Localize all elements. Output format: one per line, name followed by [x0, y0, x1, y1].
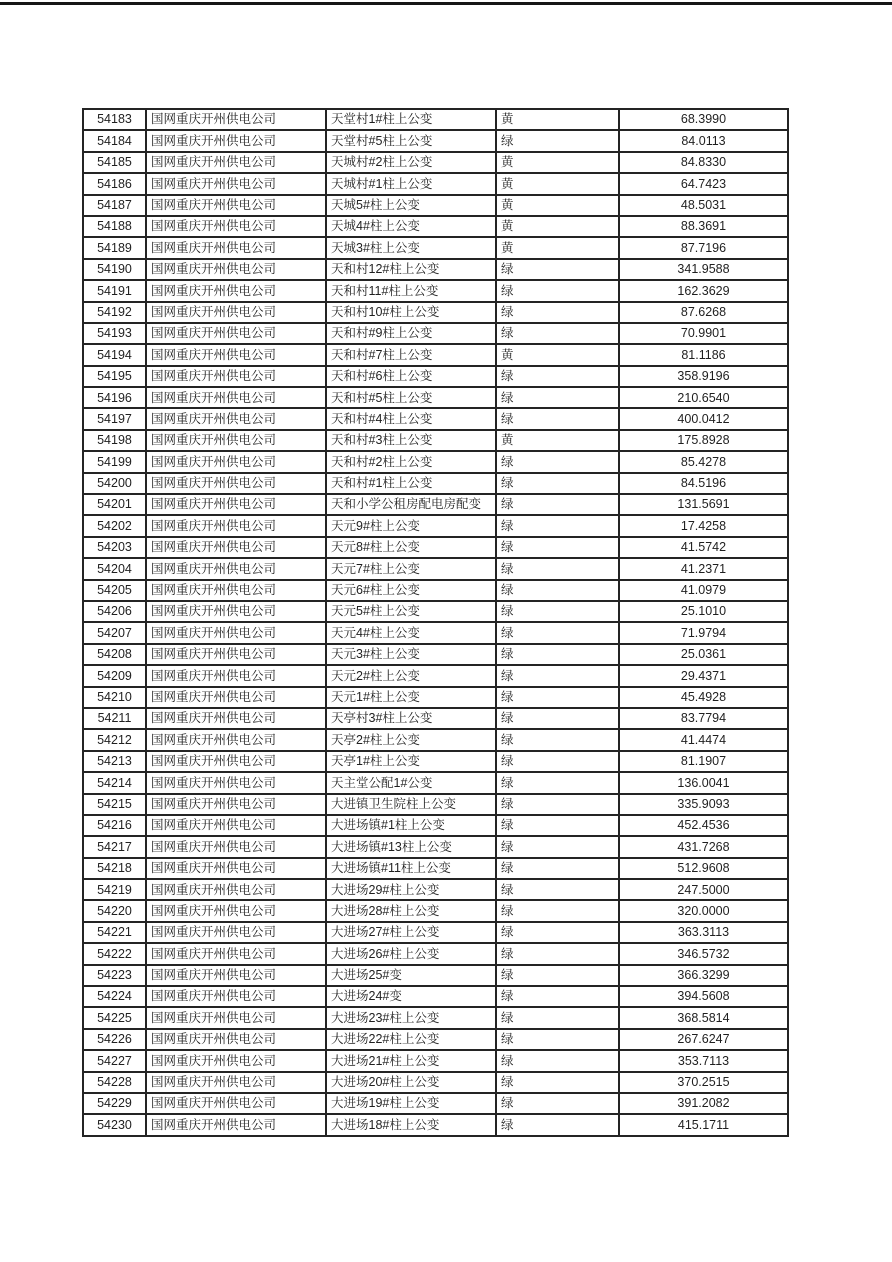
cell-status: 黄: [496, 152, 619, 173]
cell-status: 绿: [496, 259, 619, 280]
cell-company-name: 国网重庆开州供电公司: [146, 152, 326, 173]
cell-value: 68.3990: [619, 109, 788, 130]
cell-transformer-name: 天和小学公租房配电房配变: [326, 494, 496, 515]
cell-value: 81.1907: [619, 751, 788, 772]
cell-status: 绿: [496, 665, 619, 686]
cell-status: 绿: [496, 451, 619, 472]
table-row: [83, 986, 788, 1007]
cell-value: 48.5031: [619, 195, 788, 216]
cell-record-id: 54196: [83, 387, 146, 408]
cell-transformer-name: 天亭1#柱上公变: [326, 751, 496, 772]
cell-transformer-name: 大进场19#柱上公变: [326, 1093, 496, 1114]
cell-company-name: 国网重庆开州供电公司: [146, 644, 326, 665]
cell-company-name: 国网重庆开州供电公司: [146, 943, 326, 964]
cell-record-id: 54191: [83, 280, 146, 301]
table-row: [83, 1114, 788, 1135]
cell-value: 85.4278: [619, 451, 788, 472]
cell-transformer-name: 天和村11#柱上公变: [326, 280, 496, 301]
cell-value: 431.7268: [619, 836, 788, 857]
table-row: [83, 1093, 788, 1114]
cell-transformer-name: 天城4#柱上公变: [326, 216, 496, 237]
cell-company-name: 国网重庆开州供电公司: [146, 109, 326, 130]
cell-transformer-name: 天和村#5柱上公变: [326, 387, 496, 408]
cell-transformer-name: 天元8#柱上公变: [326, 537, 496, 558]
table-row: [83, 173, 788, 194]
cell-transformer-name: 天堂村1#柱上公变: [326, 109, 496, 130]
cell-record-id: 54197: [83, 408, 146, 429]
cell-record-id: 54230: [83, 1114, 146, 1135]
cell-status: 绿: [496, 1029, 619, 1050]
cell-value: 370.2515: [619, 1072, 788, 1093]
cell-company-name: 国网重庆开州供电公司: [146, 858, 326, 879]
cell-transformer-name: 天和村#4柱上公变: [326, 408, 496, 429]
cell-record-id: 54188: [83, 216, 146, 237]
cell-value: 366.3299: [619, 965, 788, 986]
cell-transformer-name: 天亭村3#柱上公变: [326, 708, 496, 729]
cell-company-name: 国网重庆开州供电公司: [146, 130, 326, 151]
cell-status: 绿: [496, 387, 619, 408]
table-row: [83, 1050, 788, 1071]
cell-transformer-name: 天城3#柱上公变: [326, 237, 496, 258]
cell-value: 83.7794: [619, 708, 788, 729]
cell-value: 247.5000: [619, 879, 788, 900]
cell-company-name: 国网重庆开州供电公司: [146, 515, 326, 536]
cell-transformer-name: 天元2#柱上公变: [326, 665, 496, 686]
cell-company-name: 国网重庆开州供电公司: [146, 216, 326, 237]
cell-value: 353.7113: [619, 1050, 788, 1071]
cell-status: 绿: [496, 558, 619, 579]
cell-status: 绿: [496, 580, 619, 601]
cell-company-name: 国网重庆开州供电公司: [146, 494, 326, 515]
cell-record-id: 54189: [83, 237, 146, 258]
cell-status: 绿: [496, 900, 619, 921]
cell-status: 绿: [496, 922, 619, 943]
cell-value: 87.6268: [619, 302, 788, 323]
table-row: [83, 1072, 788, 1093]
table-row: [83, 644, 788, 665]
cell-transformer-name: 天和村#6柱上公变: [326, 366, 496, 387]
cell-record-id: 54220: [83, 900, 146, 921]
cell-value: 267.6247: [619, 1029, 788, 1050]
cell-value: 25.1010: [619, 601, 788, 622]
cell-record-id: 54219: [83, 879, 146, 900]
table-row: [83, 344, 788, 365]
cell-transformer-name: 天元3#柱上公变: [326, 644, 496, 665]
cell-company-name: 国网重庆开州供电公司: [146, 430, 326, 451]
cell-record-id: 54228: [83, 1072, 146, 1093]
cell-value: 335.9093: [619, 794, 788, 815]
cell-record-id: 54229: [83, 1093, 146, 1114]
cell-company-name: 国网重庆开州供电公司: [146, 601, 326, 622]
cell-transformer-name: 天元4#柱上公变: [326, 622, 496, 643]
cell-record-id: 54226: [83, 1029, 146, 1050]
table-row: [83, 665, 788, 686]
cell-status: 绿: [496, 943, 619, 964]
cell-status: 绿: [496, 473, 619, 494]
cell-status: 黄: [496, 237, 619, 258]
cell-transformer-name: 天和村#2柱上公变: [326, 451, 496, 472]
cell-record-id: 54207: [83, 622, 146, 643]
table-row: [83, 794, 788, 815]
cell-status: 绿: [496, 687, 619, 708]
cell-company-name: 国网重庆开州供电公司: [146, 387, 326, 408]
cell-transformer-name: 大进场21#柱上公变: [326, 1050, 496, 1071]
cell-value: 81.1186: [619, 344, 788, 365]
cell-value: 45.4928: [619, 687, 788, 708]
table-row: [83, 494, 788, 515]
cell-value: 64.7423: [619, 173, 788, 194]
cell-transformer-name: 天元1#柱上公变: [326, 687, 496, 708]
cell-transformer-name: 大进场18#柱上公变: [326, 1114, 496, 1135]
cell-status: 绿: [496, 622, 619, 643]
cell-status: 黄: [496, 344, 619, 365]
cell-value: 400.0412: [619, 408, 788, 429]
cell-company-name: 国网重庆开州供电公司: [146, 280, 326, 301]
cell-record-id: 54194: [83, 344, 146, 365]
cell-record-id: 54184: [83, 130, 146, 151]
cell-company-name: 国网重庆开州供电公司: [146, 1050, 326, 1071]
cell-status: 黄: [496, 173, 619, 194]
cell-value: 84.5196: [619, 473, 788, 494]
table-row: [83, 836, 788, 857]
cell-transformer-name: 天元6#柱上公变: [326, 580, 496, 601]
cell-company-name: 国网重庆开州供电公司: [146, 1093, 326, 1114]
table-row: [83, 451, 788, 472]
cell-record-id: 54203: [83, 537, 146, 558]
table-row: [83, 922, 788, 943]
table-row: [83, 280, 788, 301]
cell-value: 210.6540: [619, 387, 788, 408]
cell-value: 25.0361: [619, 644, 788, 665]
table-row: [83, 152, 788, 173]
cell-record-id: 54198: [83, 430, 146, 451]
cell-status: 绿: [496, 965, 619, 986]
cell-company-name: 国网重庆开州供电公司: [146, 558, 326, 579]
cell-record-id: 54187: [83, 195, 146, 216]
cell-company-name: 国网重庆开州供电公司: [146, 965, 326, 986]
table-row: [83, 601, 788, 622]
cell-value: 84.0113: [619, 130, 788, 151]
cell-transformer-name: 大进场镇#13柱上公变: [326, 836, 496, 857]
cell-transformer-name: 天和村#9柱上公变: [326, 323, 496, 344]
cell-record-id: 54205: [83, 580, 146, 601]
cell-value: 17.4258: [619, 515, 788, 536]
cell-status: 绿: [496, 729, 619, 750]
cell-transformer-name: 天和村#1柱上公变: [326, 473, 496, 494]
cell-transformer-name: 大进场26#柱上公变: [326, 943, 496, 964]
cell-company-name: 国网重庆开州供电公司: [146, 986, 326, 1007]
cell-value: 41.4474: [619, 729, 788, 750]
table-row: [83, 408, 788, 429]
cell-value: 358.9196: [619, 366, 788, 387]
cell-record-id: 54215: [83, 794, 146, 815]
cell-company-name: 国网重庆开州供电公司: [146, 237, 326, 258]
table-row: [83, 900, 788, 921]
cell-company-name: 国网重庆开州供电公司: [146, 580, 326, 601]
cell-transformer-name: 天元7#柱上公变: [326, 558, 496, 579]
cell-record-id: 54224: [83, 986, 146, 1007]
cell-company-name: 国网重庆开州供电公司: [146, 729, 326, 750]
cell-value: 136.0041: [619, 772, 788, 793]
cell-status: 绿: [496, 537, 619, 558]
cell-status: 绿: [496, 323, 619, 344]
cell-transformer-name: 大进场20#柱上公变: [326, 1072, 496, 1093]
cell-record-id: 54221: [83, 922, 146, 943]
transformer-table: [82, 108, 789, 1137]
table-row: [83, 109, 788, 130]
cell-value: 162.3629: [619, 280, 788, 301]
cell-record-id: 54222: [83, 943, 146, 964]
cell-transformer-name: 天和村10#柱上公变: [326, 302, 496, 323]
cell-company-name: 国网重庆开州供电公司: [146, 195, 326, 216]
cell-value: 41.0979: [619, 580, 788, 601]
cell-status: 绿: [496, 515, 619, 536]
table-row: [83, 558, 788, 579]
table-row: [83, 130, 788, 151]
table-row: [83, 430, 788, 451]
cell-transformer-name: 大进场25#变: [326, 965, 496, 986]
cell-status: 绿: [496, 130, 619, 151]
cell-company-name: 国网重庆开州供电公司: [146, 302, 326, 323]
cell-company-name: 国网重庆开州供电公司: [146, 366, 326, 387]
cell-transformer-name: 大进场24#变: [326, 986, 496, 1007]
cell-company-name: 国网重庆开州供电公司: [146, 815, 326, 836]
cell-company-name: 国网重庆开州供电公司: [146, 344, 326, 365]
cell-company-name: 国网重庆开州供电公司: [146, 922, 326, 943]
cell-value: 175.8928: [619, 430, 788, 451]
cell-value: 368.5814: [619, 1007, 788, 1028]
cell-value: 346.5732: [619, 943, 788, 964]
table-row: [83, 751, 788, 772]
cell-transformer-name: 大进场27#柱上公变: [326, 922, 496, 943]
table-row: [83, 622, 788, 643]
cell-transformer-name: 大进场22#柱上公变: [326, 1029, 496, 1050]
cell-record-id: 54195: [83, 366, 146, 387]
cell-status: 绿: [496, 366, 619, 387]
cell-value: 70.9901: [619, 323, 788, 344]
cell-transformer-name: 大进场镇#1柱上公变: [326, 815, 496, 836]
cell-transformer-name: 天城村#2柱上公变: [326, 152, 496, 173]
cell-transformer-name: 大进场29#柱上公变: [326, 879, 496, 900]
cell-record-id: 54217: [83, 836, 146, 857]
cell-transformer-name: 天和村12#柱上公变: [326, 259, 496, 280]
cell-status: 绿: [496, 1093, 619, 1114]
cell-record-id: 54227: [83, 1050, 146, 1071]
table-body: [83, 109, 788, 1136]
cell-company-name: 国网重庆开州供电公司: [146, 900, 326, 921]
cell-status: 黄: [496, 430, 619, 451]
cell-transformer-name: 大进镇卫生院柱上公变: [326, 794, 496, 815]
cell-status: 绿: [496, 1050, 619, 1071]
cell-record-id: 54200: [83, 473, 146, 494]
cell-company-name: 国网重庆开州供电公司: [146, 473, 326, 494]
cell-company-name: 国网重庆开州供电公司: [146, 772, 326, 793]
cell-record-id: 54206: [83, 601, 146, 622]
cell-status: 绿: [496, 1007, 619, 1028]
cell-value: 394.5608: [619, 986, 788, 1007]
table-row: [83, 237, 788, 258]
cell-value: 452.4536: [619, 815, 788, 836]
cell-transformer-name: 大进场镇#11柱上公变: [326, 858, 496, 879]
cell-status: 绿: [496, 879, 619, 900]
cell-value: 84.8330: [619, 152, 788, 173]
cell-transformer-name: 天和村#3柱上公变: [326, 430, 496, 451]
table-row: [83, 473, 788, 494]
cell-company-name: 国网重庆开州供电公司: [146, 751, 326, 772]
cell-status: 绿: [496, 836, 619, 857]
table-row: [83, 515, 788, 536]
cell-status: 绿: [496, 1072, 619, 1093]
cell-record-id: 54208: [83, 644, 146, 665]
table-row: [83, 687, 788, 708]
cell-company-name: 国网重庆开州供电公司: [146, 665, 326, 686]
cell-transformer-name: 大进场28#柱上公变: [326, 900, 496, 921]
table-row: [83, 323, 788, 344]
table-row: [83, 366, 788, 387]
cell-status: 绿: [496, 815, 619, 836]
cell-record-id: 54193: [83, 323, 146, 344]
cell-company-name: 国网重庆开州供电公司: [146, 323, 326, 344]
table-row: [83, 195, 788, 216]
cell-value: 320.0000: [619, 900, 788, 921]
cell-company-name: 国网重庆开州供电公司: [146, 836, 326, 857]
cell-record-id: 54190: [83, 259, 146, 280]
cell-record-id: 54214: [83, 772, 146, 793]
cell-company-name: 国网重庆开州供电公司: [146, 451, 326, 472]
cell-company-name: 国网重庆开州供电公司: [146, 1007, 326, 1028]
cell-company-name: 国网重庆开州供电公司: [146, 794, 326, 815]
cell-record-id: 54212: [83, 729, 146, 750]
cell-company-name: 国网重庆开州供电公司: [146, 259, 326, 280]
cell-record-id: 54211: [83, 708, 146, 729]
cell-transformer-name: 天主堂公配1#公变: [326, 772, 496, 793]
cell-value: 88.3691: [619, 216, 788, 237]
cell-value: 391.2082: [619, 1093, 788, 1114]
table-row: [83, 259, 788, 280]
table-row: [83, 387, 788, 408]
cell-company-name: 国网重庆开州供电公司: [146, 1114, 326, 1135]
table-row: [83, 537, 788, 558]
cell-transformer-name: 天元5#柱上公变: [326, 601, 496, 622]
cell-status: 绿: [496, 494, 619, 515]
cell-value: 363.3113: [619, 922, 788, 943]
cell-transformer-name: 天城5#柱上公变: [326, 195, 496, 216]
cell-value: 71.9794: [619, 622, 788, 643]
cell-transformer-name: 天城村#1柱上公变: [326, 173, 496, 194]
cell-value: 87.7196: [619, 237, 788, 258]
cell-record-id: 54204: [83, 558, 146, 579]
cell-company-name: 国网重庆开州供电公司: [146, 173, 326, 194]
cell-value: 41.5742: [619, 537, 788, 558]
cell-status: 绿: [496, 1114, 619, 1135]
cell-record-id: 54218: [83, 858, 146, 879]
table-row: [83, 580, 788, 601]
cell-status: 绿: [496, 408, 619, 429]
cell-status: 绿: [496, 986, 619, 1007]
cell-status: 绿: [496, 280, 619, 301]
cell-status: 黄: [496, 216, 619, 237]
cell-record-id: 54201: [83, 494, 146, 515]
cell-status: 绿: [496, 708, 619, 729]
table-row: [83, 943, 788, 964]
cell-status: 绿: [496, 772, 619, 793]
cell-company-name: 国网重庆开州供电公司: [146, 622, 326, 643]
cell-record-id: 54210: [83, 687, 146, 708]
table-row: [83, 965, 788, 986]
cell-record-id: 54225: [83, 1007, 146, 1028]
cell-record-id: 54199: [83, 451, 146, 472]
cell-company-name: 国网重庆开州供电公司: [146, 1072, 326, 1093]
cell-value: 41.2371: [619, 558, 788, 579]
cell-transformer-name: 天和村#7柱上公变: [326, 344, 496, 365]
cell-value: 29.4371: [619, 665, 788, 686]
cell-value: 415.1711: [619, 1114, 788, 1135]
cell-transformer-name: 天元9#柱上公变: [326, 515, 496, 536]
cell-status: 绿: [496, 302, 619, 323]
table-row: [83, 216, 788, 237]
cell-status: 黄: [496, 195, 619, 216]
cell-status: 绿: [496, 644, 619, 665]
table-row: [83, 708, 788, 729]
cell-record-id: 54216: [83, 815, 146, 836]
cell-value: 512.9608: [619, 858, 788, 879]
cell-transformer-name: 大进场23#柱上公变: [326, 1007, 496, 1028]
cell-record-id: 54213: [83, 751, 146, 772]
table-row: [83, 879, 788, 900]
cell-value: 131.5691: [619, 494, 788, 515]
table-row: [83, 1007, 788, 1028]
table-row: [83, 858, 788, 879]
cell-status: 黄: [496, 109, 619, 130]
page-top-rule: [0, 2, 892, 5]
cell-status: 绿: [496, 601, 619, 622]
cell-record-id: 54186: [83, 173, 146, 194]
table-row: [83, 729, 788, 750]
table-row: [83, 302, 788, 323]
cell-record-id: 54223: [83, 965, 146, 986]
table-row: [83, 815, 788, 836]
cell-company-name: 国网重庆开州供电公司: [146, 708, 326, 729]
cell-record-id: 54202: [83, 515, 146, 536]
cell-record-id: 54209: [83, 665, 146, 686]
cell-value: 341.9588: [619, 259, 788, 280]
cell-record-id: 54183: [83, 109, 146, 130]
cell-status: 绿: [496, 858, 619, 879]
cell-company-name: 国网重庆开州供电公司: [146, 408, 326, 429]
cell-transformer-name: 天亭2#柱上公变: [326, 729, 496, 750]
table-row: [83, 1029, 788, 1050]
cell-company-name: 国网重庆开州供电公司: [146, 879, 326, 900]
table-row: [83, 772, 788, 793]
cell-record-id: 54185: [83, 152, 146, 173]
cell-transformer-name: 天堂村#5柱上公变: [326, 130, 496, 151]
cell-status: 绿: [496, 751, 619, 772]
cell-status: 绿: [496, 794, 619, 815]
cell-company-name: 国网重庆开州供电公司: [146, 1029, 326, 1050]
cell-company-name: 国网重庆开州供电公司: [146, 537, 326, 558]
cell-record-id: 54192: [83, 302, 146, 323]
cell-company-name: 国网重庆开州供电公司: [146, 687, 326, 708]
